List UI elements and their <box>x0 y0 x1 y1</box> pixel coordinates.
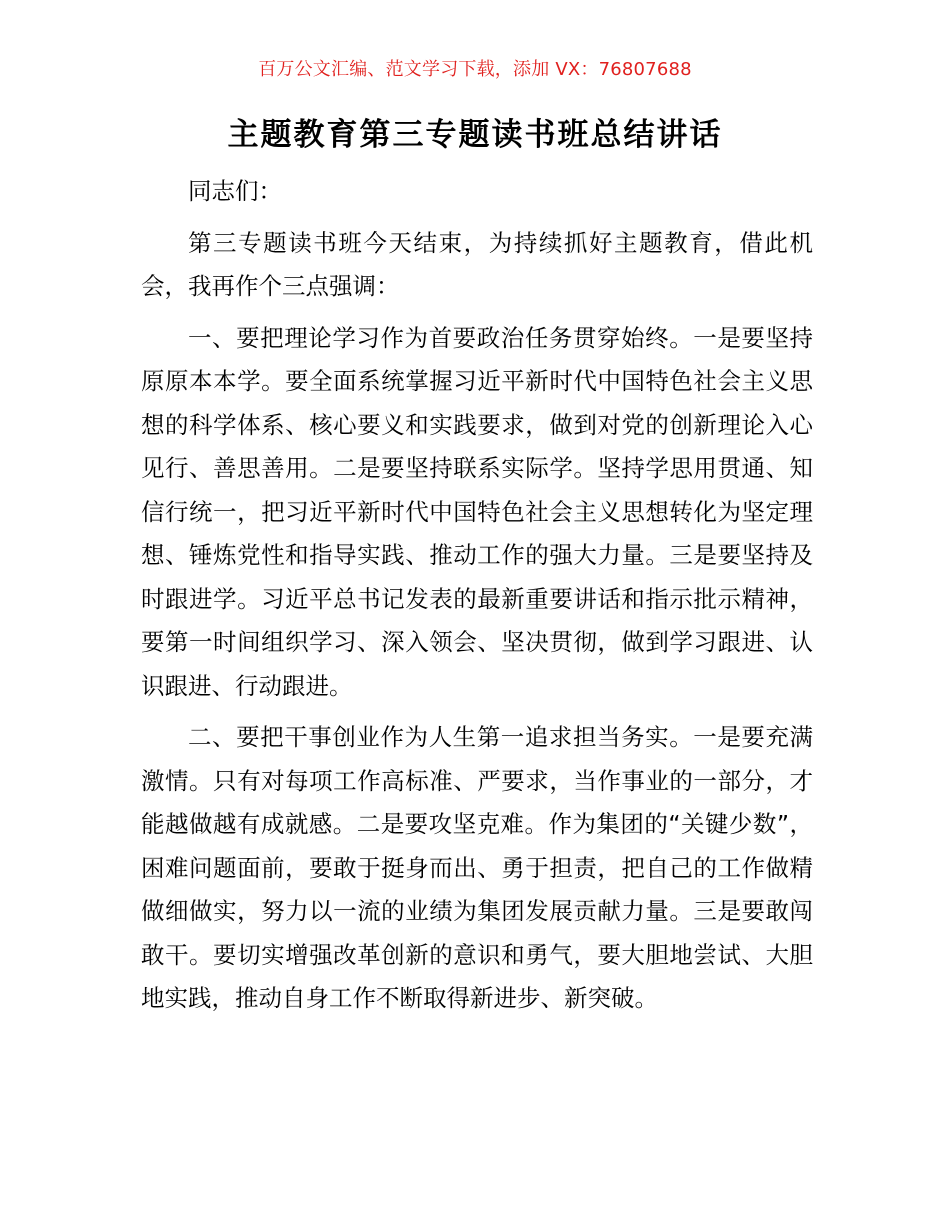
paragraph-point-two: 二、要把干事创业作为人生第一追求担当务实。一是要充满激情。只有对每项工作高标准、严要求，当作事业的一部分，才能越做越有成就感。二是要攻坚克难。作为集团的“关键少数”，困难问题面前，要敢于挺身而出、勇于担责，把自己的工作做精做细做实，努力以一流的业绩为集团发展贡献力量。三是要敢闯敢干。要切实增强改革创新的意识和勇气，要大胆地尝试、大胆地实践，推动自身工作不断取得新进步、新突破。 <box>141 723 813 1012</box>
greeting: 同志们： <box>188 177 282 205</box>
header-promo-note: 百万公文汇编、范文学习下载，添加 VX：76807688 <box>258 59 692 80</box>
paragraph-point-one: 一、要把理论学习作为首要政治任务贯穿始终。一是要坚持原原本本学。要全面系统掌握习近平新时代中国特色社会主义思想的科学体系、核心要义和实践要求，做到对党的创新理论入心见行、善思善用。二是要坚持联系实际学。坚持学思用贯通、知信行统一，把习近平新时代中国特色社会主义思想转化为坚定理想、锤炼党性和指导实践、推动工作的强大力量。三是要坚持及时跟进学。习近平总书记发表的最新重要讲话和指示批示精神，要第一时间组织学习、深入领会、坚决贯彻，做到学习跟进、认识跟进、行动跟进。 <box>141 323 813 700</box>
paragraph-intro: 第三专题读书班今天结束，为持续抓好主题教育，借此机会，我再作个三点强调： <box>141 228 813 300</box>
document-body <box>141 170 813 1021</box>
document-title: 主题教育第三专题读书班总结讲话 <box>227 117 723 153</box>
